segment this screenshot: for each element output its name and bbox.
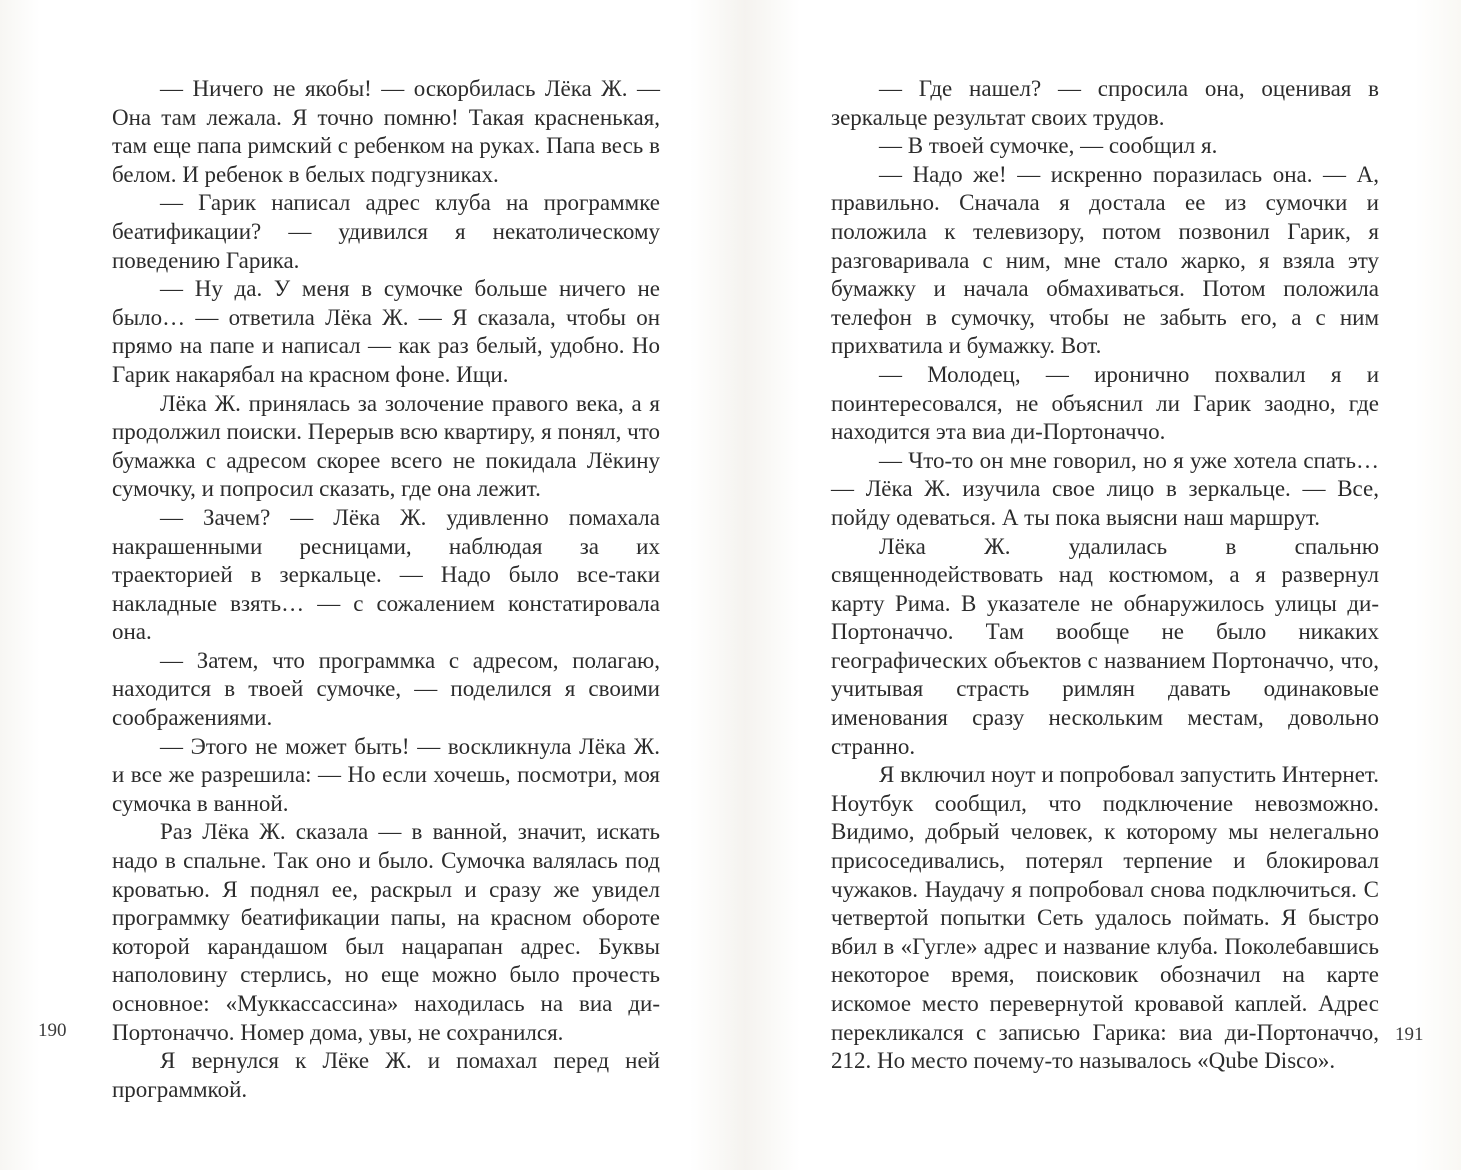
paragraph: Я включил ноут и попробовал запустить Интернет. Ноутбук сообщил, что подключение невозможно. Видимо, добрый человек, к которому мы нелегально присоседивались, потерял терпение и блокировал чужаков. Наудачу я попробовал снова подключиться. С четвертой попытки Сеть удалось поймать. Я быстро вбил в «Гугле» адрес и название клуба. Поколебавшись некоторое время, поисковик обозначил на карте искомое место перевернутой кровавой каплей. Адрес перекликался с записью Гарика: виа ди-Портоначчо, 212. Но место почему-то называлось «Qube Disco».: [831, 762, 1379, 1074]
paragraph: — В твоей сумочке, — сообщил я.: [879, 133, 1218, 159]
paragraph: — Этого не может быть! — воскликнула Лёка Ж. и все же разрешила: — Но если хочешь, посмотри, моя сумочка в ванной.: [112, 733, 660, 816]
paragraph: — Где нашел? — спросила она, оценивая в зеркальце результат своих трудов.: [831, 76, 1379, 130]
page-number: 191: [1395, 1024, 1424, 1045]
paragraph: — Надо же! — искренно поразилась она. — А, правильно. Сначала я достала ее из сумочки и положила к телевизору, потом позвонил Гарик, я разговаривала с ним, мне стало жарко, я взяла эту бумажку и начала обмахиваться. Потом положила телефон в сумочку, чтобы не забыть его, а с ним прихватила и бумажку. Вот.: [831, 161, 1379, 359]
paragraph: — Молодец, — иронично похвалил я и поинтересовался, не объяснил ли Гарик заодно, где находится эта виа ди-Портоначчо.: [831, 361, 1379, 445]
paragraph: — Ну да. У меня в сумочке больше ничего не было… — ответила Лёка Ж. — Я сказала, чтобы он прямо на папе и написал — как раз белый, удобно. Но Гарик накарябал на красном фоне. Ищи.: [112, 276, 660, 387]
paragraph: Раз Лёка Ж. сказала — в ванной, значит, искать надо в спальне. Так оно и было. Сумочка валялась под кроватью. Я поднял ее, раскрыл и сразу же увидел программку беатификации папы, на красном обороте которой карандашом был нацарапан адрес. Буквы наполовину стерлись, но еще можно было прочесть основное: «Муккассассина» находилась на виа ди-Портоначчо. Номер дома, увы, не сохранился.: [112, 819, 660, 1045]
right-page-text: [831, 75, 1379, 1076]
paragraph: — Что-то он мне говорил, но я уже хотела спать… — Лёка Ж. изучила свое лицо в зеркальце. — Все, пойду одеваться. А ты пока выясни наш маршрут.: [831, 447, 1379, 530]
left-page-text: [112, 75, 660, 1104]
paragraph: — Гарик написал адрес клуба на программке беатификации? — удивился я некатолическому поведению Гарика.: [112, 190, 660, 273]
left-page: [0, 0, 730, 1170]
paragraph: — Ничего не якобы! — оскорбилась Лёка Ж. — Она там лежала. Я точно помню! Такая красненькая, там еще папа римский с ребенком на руках. Папа весь в белом. И ребенок в белых подгузниках.: [112, 76, 660, 187]
paragraph: Лёка Ж. принялась за золочение правого века, а я продолжил поиски. Перерыв всю квартиру, я понял, что бумажка с адресом скорее всего не покидала Лёкину сумочку, и попросил сказать, где она лежит.: [112, 390, 660, 502]
paragraph: Лёка Ж. удалилась в спальню священнодействовать над костюмом, а я развернул карту Рима. В указателе не обнаружилось улицы ди-Портоначчо. Там вообще не было никаких географических объектов с названием Портоначчо, что, учитывая страсть римлян давать одинаковые именования сразу нескольким местам, довольно странно.: [831, 533, 1379, 759]
page-number: 190: [38, 1020, 67, 1041]
paragraph: — Зачем? — Лёка Ж. удивленно помахала накрашенными ресницами, наблюдая за их траекторией в зеркальце. — Надо было все-таки накладные взять… — с сожалением констатировала она.: [112, 504, 660, 645]
paragraph: — Затем, что программка с адресом, полагаю, находится в твоей сумочке, — поделился я своими соображениями.: [112, 647, 660, 731]
right-page: [730, 0, 1461, 1170]
paragraph: Я вернулся к Лёке Ж. и помахал перед ней программкой.: [112, 1048, 660, 1102]
